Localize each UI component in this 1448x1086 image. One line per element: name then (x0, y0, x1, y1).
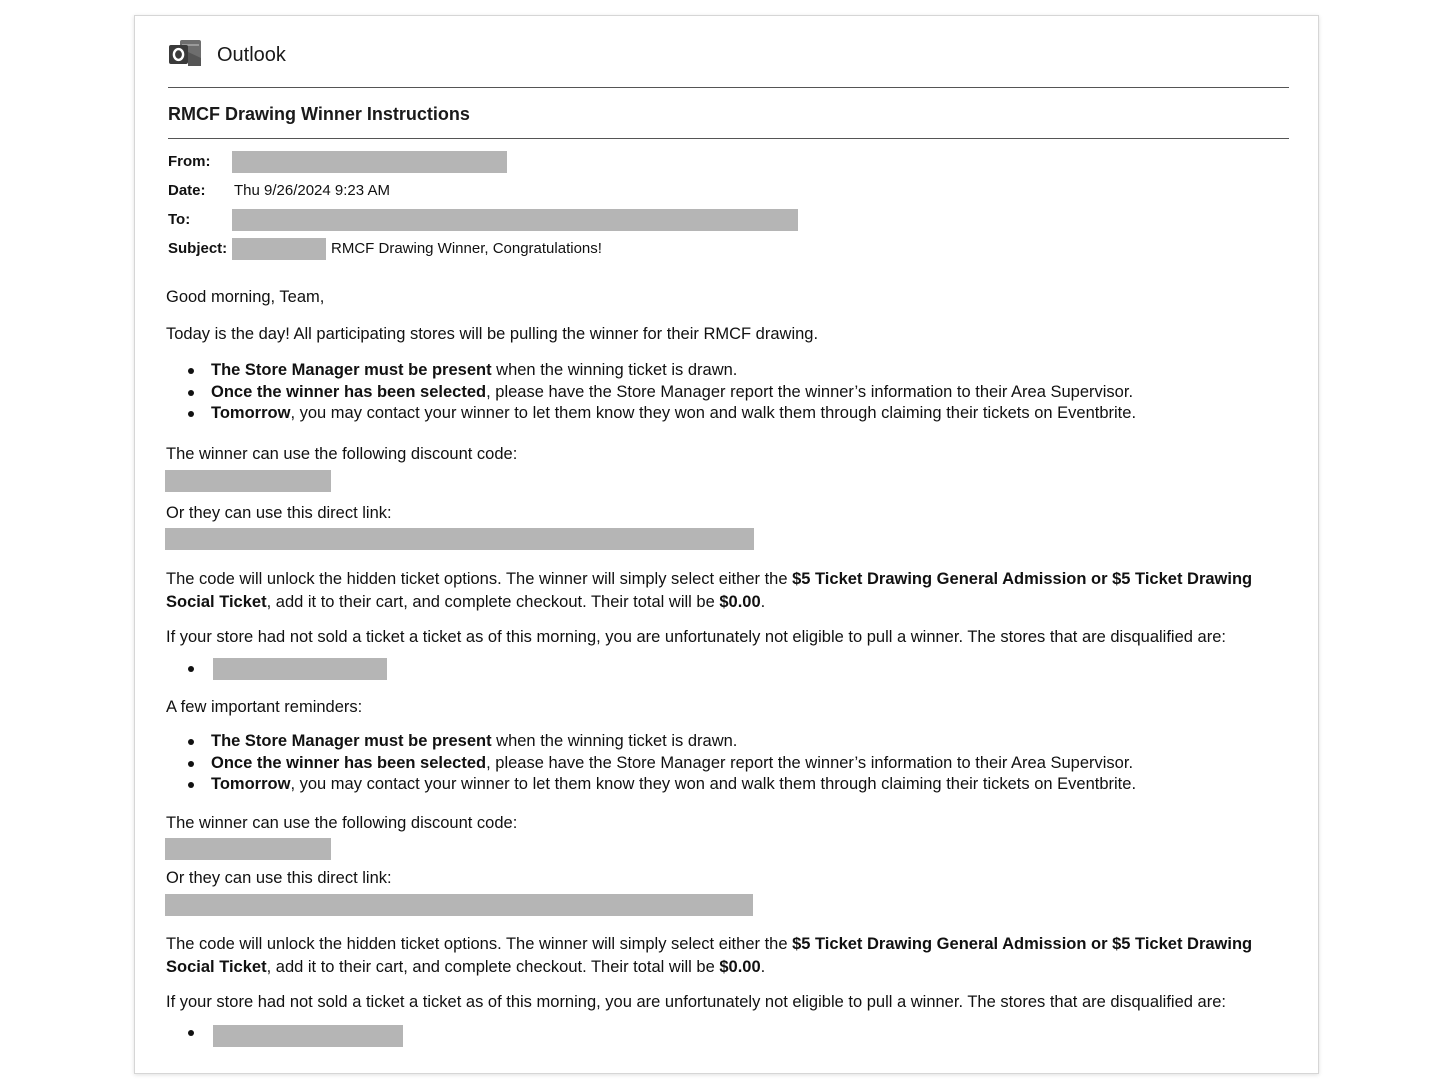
list-item: The Store Manager must be present when the winning ticket is drawn. (186, 360, 1136, 382)
instruction-list (186, 360, 1136, 425)
message-title: RMCF Drawing Winner Instructions (168, 104, 470, 124)
discount-code-redacted (165, 470, 331, 492)
from-label: From: (168, 153, 211, 170)
bullet-dot (188, 1030, 194, 1036)
discount-code-text: The winner can use the following discount code: (166, 445, 518, 463)
outlook-logo-icon (168, 38, 202, 68)
subject-redacted (232, 238, 326, 260)
disqualified-store-redacted (213, 658, 387, 680)
title-divider (168, 138, 1289, 139)
disqualified-paragraph: If your store had not sold a ticket a ticket as of this morning, you are unfortunately not eligible to pull a winner. The stores that are disqualified are: (166, 628, 1226, 646)
date-value: Thu 9/26/2024 9:23 AM (234, 182, 390, 199)
list-item: Once the winner has been selected, please have the Store Manager report the winner’s information to their Area Supervisor. (186, 753, 1136, 775)
greeting: Good morning, Team, (166, 288, 325, 306)
list-item: Tomorrow, you may contact your winner to let them know they won and walk them through claiming their tickets on Eventbrite. (186, 774, 1136, 796)
bullet-dot (188, 666, 194, 672)
to-redacted (232, 209, 798, 231)
list-item: The Store Manager must be present when the winning ticket is drawn. (186, 731, 1136, 753)
disqualified-store-redacted (213, 1025, 403, 1047)
discount-code-text: The winner can use the following discount code: (166, 814, 518, 832)
direct-link-text: Or they can use this direct link: (166, 869, 392, 887)
intro-paragraph: Today is the day! All participating stores will be pulling the winner for their RMCF drawing. (166, 325, 819, 343)
direct-link-text: Or they can use this direct link: (166, 504, 392, 522)
list-item: Once the winner has been selected, please have the Store Manager report the winner’s information to their Area Supervisor. (186, 382, 1136, 404)
app-name: Outlook (217, 44, 286, 66)
subject-text: RMCF Drawing Winner, Congratulations! (331, 240, 602, 257)
header-divider (168, 87, 1289, 88)
discount-code-redacted (165, 838, 331, 860)
direct-link-redacted (165, 528, 754, 550)
from-redacted (232, 151, 507, 173)
to-label: To: (168, 211, 191, 228)
reminder-list (186, 731, 1136, 796)
code-paragraph: The code will unlock the hidden ticket options. The winner will simply select either the $5 Ticket Drawing General Admission or $5 Ticket Drawing Social Ticket, add it to their cart, and complete checkout. Their total will be $0.00. (166, 570, 1253, 611)
list-item: Tomorrow, you may contact your winner to let them know they won and walk them through claiming their tickets on Eventbrite. (186, 403, 1136, 425)
code-paragraph: The code will unlock the hidden ticket options. The winner will simply select either the $5 Ticket Drawing General Admission or $5 Ticket Drawing Social Ticket, add it to their cart, and complete checkout. Their total will be $0.00. (166, 935, 1253, 976)
reminders-heading: A few important reminders: (166, 698, 363, 716)
subject-label: Subject: (168, 240, 228, 257)
direct-link-redacted (165, 894, 753, 916)
date-label: Date: (168, 182, 206, 199)
disqualified-paragraph: If your store had not sold a ticket a ticket as of this morning, you are unfortunately not eligible to pull a winner. The stores that are disqualified are: (166, 993, 1226, 1011)
